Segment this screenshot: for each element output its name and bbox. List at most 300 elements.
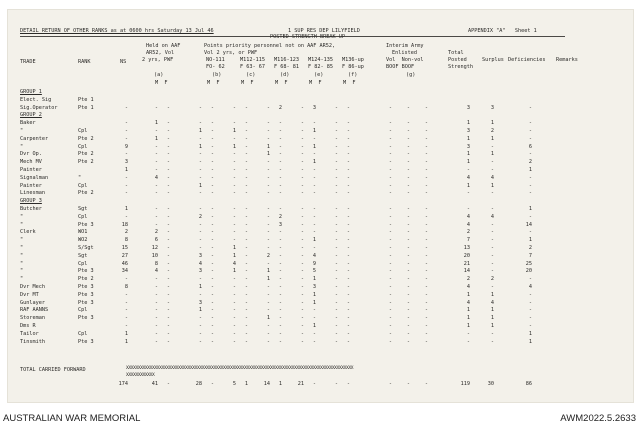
value-cell: - xyxy=(278,237,282,244)
value-cell: 1 xyxy=(312,128,316,134)
value-cell: - xyxy=(490,284,494,290)
value-cell: - xyxy=(406,315,410,322)
trade-cell: Painter xyxy=(20,182,42,189)
value-cell: - xyxy=(278,276,282,283)
value-cell: - xyxy=(406,128,410,134)
value-cell: 1 xyxy=(528,338,532,345)
value-cell: - xyxy=(406,338,410,345)
value-cell: - xyxy=(346,182,350,189)
value-cell: - xyxy=(346,190,350,197)
value-cell: - xyxy=(266,330,270,337)
total-head1: Total xyxy=(448,50,464,56)
value-cell: - xyxy=(334,260,338,267)
value-cell: - xyxy=(278,268,282,275)
value-cell: 1 xyxy=(232,268,236,275)
value-cell: - xyxy=(166,291,170,298)
interim-line3: Vol Non-vol xyxy=(386,57,424,63)
value-cell: - xyxy=(266,245,270,251)
value-cell: - xyxy=(346,213,350,220)
rank-cell: S/Sgt xyxy=(78,245,94,251)
value-cell: - xyxy=(124,291,128,298)
value-cell: - xyxy=(266,260,270,267)
value-cell: - xyxy=(266,229,270,236)
value-cell: - xyxy=(334,307,338,314)
value-cell: - xyxy=(198,338,202,345)
value-cell: - xyxy=(312,213,316,220)
value-cell: 3 xyxy=(198,299,202,306)
value-cell: - xyxy=(266,135,270,142)
value-cell: - xyxy=(528,104,532,111)
value-cell: 1 xyxy=(490,291,494,298)
value-cell: - xyxy=(300,291,304,298)
value-cell: - xyxy=(528,323,532,329)
value-cell: - xyxy=(300,276,304,283)
value-cell: - xyxy=(232,291,236,298)
rank-cell: Cpl xyxy=(78,307,88,314)
col-e-line2: F 82- 85 xyxy=(308,64,333,70)
value-cell: 3 xyxy=(198,252,202,259)
value-cell: - xyxy=(266,221,270,228)
interim-line4: BOOF BOOF xyxy=(386,64,415,70)
value-cell: - xyxy=(312,315,316,322)
value-cell: 1 xyxy=(528,167,532,173)
trade-cell: Tailor xyxy=(20,330,39,337)
value-cell: - xyxy=(406,284,410,290)
value-cell: - xyxy=(490,206,494,212)
trade-head: TRADE xyxy=(20,59,36,65)
value-cell: 1 xyxy=(266,276,270,283)
value-cell: - xyxy=(244,104,248,111)
value-cell: - xyxy=(406,213,410,220)
value-cell: - xyxy=(406,120,410,127)
value-cell: - xyxy=(406,229,410,236)
value-cell: - xyxy=(278,323,282,329)
value-cell: - xyxy=(334,299,338,306)
value-cell: - xyxy=(232,276,236,283)
value-cell: - xyxy=(210,135,214,142)
value-cell: - xyxy=(210,330,214,337)
letter-c: (c) xyxy=(246,72,256,78)
value-cell: 1 xyxy=(198,182,202,189)
mf-b: M F xyxy=(207,80,220,86)
value-cell: - xyxy=(198,229,202,236)
value-cell: 3 xyxy=(312,284,316,290)
value-cell: 8 xyxy=(124,284,128,290)
value-cell: 1 xyxy=(266,315,270,322)
value-cell: - xyxy=(300,190,304,197)
value-cell: - xyxy=(154,284,158,290)
value-cell: - xyxy=(528,120,532,127)
value-cell: 4 xyxy=(198,260,202,267)
trade-cell: Clerk xyxy=(20,229,36,236)
value-cell: 1 xyxy=(124,338,128,345)
value-cell: - xyxy=(424,221,428,228)
value-cell: - xyxy=(210,151,214,158)
value-cell: - xyxy=(346,291,350,298)
value-cell: 14 xyxy=(525,221,532,228)
catalogue-number: AWM2022.5.2633 xyxy=(560,413,636,424)
value-cell: - xyxy=(346,323,350,329)
value-cell: 3 xyxy=(466,143,470,150)
value-cell: - xyxy=(232,338,236,345)
total-value: 1 xyxy=(278,381,282,387)
value-cell: - xyxy=(424,252,428,259)
value-cell: - xyxy=(334,245,338,251)
value-cell: - xyxy=(232,213,236,220)
value-cell: - xyxy=(490,221,494,228)
rank-cell: Cpl xyxy=(78,260,88,267)
appendix-label: APPENDIX "A" Sheet 1 xyxy=(468,28,537,34)
value-cell: - xyxy=(198,245,202,251)
value-cell: - xyxy=(266,190,270,197)
value-cell: 1 xyxy=(490,120,494,127)
value-cell: - xyxy=(266,299,270,306)
value-cell: - xyxy=(346,128,350,134)
value-cell: - xyxy=(490,252,494,259)
value-cell: - xyxy=(466,167,470,173)
value-cell: - xyxy=(210,291,214,298)
value-cell: 4 xyxy=(312,252,316,259)
value-cell: - xyxy=(334,174,338,181)
value-cell: - xyxy=(244,268,248,275)
value-cell: - xyxy=(424,330,428,337)
value-cell: - xyxy=(198,190,202,197)
value-cell: - xyxy=(490,260,494,267)
document-page xyxy=(8,10,633,402)
trade-cell: Storeman xyxy=(20,315,45,322)
value-cell: - xyxy=(166,315,170,322)
value-cell: - xyxy=(166,284,170,290)
value-cell: - xyxy=(210,104,214,111)
value-cell: 15 xyxy=(121,245,128,251)
rank-cell: Cpl xyxy=(78,213,88,220)
value-cell: - xyxy=(232,221,236,228)
value-cell: - xyxy=(278,284,282,290)
value-cell: 1 xyxy=(198,128,202,134)
value-cell: - xyxy=(300,128,304,134)
footer xyxy=(0,409,640,425)
value-cell: - xyxy=(198,291,202,298)
value-cell: - xyxy=(166,135,170,142)
value-cell: - xyxy=(278,315,282,322)
col-a-line3: 2 yrs, PWF xyxy=(142,57,174,63)
value-cell: - xyxy=(346,151,350,158)
value-cell: - xyxy=(198,159,202,166)
value-cell: - xyxy=(406,252,410,259)
value-cell: 1 xyxy=(154,135,158,142)
value-cell: - xyxy=(154,104,158,111)
value-cell: - xyxy=(166,323,170,329)
value-cell: - xyxy=(388,245,392,251)
value-cell: 3 xyxy=(312,104,316,111)
trade-cell: " xyxy=(20,252,24,259)
value-cell: - xyxy=(388,323,392,329)
value-cell: - xyxy=(198,221,202,228)
trade-cell: " xyxy=(20,245,24,251)
value-cell: - xyxy=(388,307,392,314)
value-cell: - xyxy=(312,190,316,197)
value-cell: - xyxy=(244,245,248,251)
value-cell: - xyxy=(244,174,248,181)
value-cell: - xyxy=(346,307,350,314)
value-cell: 4 xyxy=(154,268,158,275)
value-cell: 1 xyxy=(312,323,316,329)
value-cell: 1 xyxy=(528,206,532,212)
value-cell: - xyxy=(232,206,236,212)
value-cell: - xyxy=(244,151,248,158)
total-value: 5 xyxy=(232,381,236,387)
value-cell: - xyxy=(266,159,270,166)
value-cell: - xyxy=(406,299,410,306)
value-cell: - xyxy=(232,284,236,290)
value-cell: - xyxy=(166,276,170,283)
value-cell: - xyxy=(198,151,202,158)
value-cell: - xyxy=(232,182,236,189)
value-cell: - xyxy=(154,315,158,322)
value-cell: - xyxy=(166,213,170,220)
value-cell: - xyxy=(166,268,170,275)
value-cell: 2 xyxy=(154,229,158,236)
value-cell: 4 xyxy=(490,174,494,181)
rank-cell: WO1 xyxy=(78,229,88,236)
value-cell: - xyxy=(232,315,236,322)
value-cell: - xyxy=(346,338,350,345)
total-value: - xyxy=(210,381,214,387)
value-cell: - xyxy=(334,167,338,173)
value-cell: - xyxy=(210,284,214,290)
rank-cell: WO2 xyxy=(78,237,88,244)
value-cell: 14 xyxy=(463,268,470,275)
total-value: 1 xyxy=(244,381,248,387)
value-cell: - xyxy=(424,276,428,283)
value-cell: 4 xyxy=(490,299,494,306)
value-cell: 1 xyxy=(466,151,470,158)
value-cell: - xyxy=(266,104,270,111)
value-cell: - xyxy=(278,307,282,314)
value-cell: - xyxy=(334,284,338,290)
value-cell: 5 xyxy=(312,268,316,275)
value-cell: - xyxy=(424,151,428,158)
value-cell: - xyxy=(406,174,410,181)
value-cell: - xyxy=(278,190,282,197)
value-cell: - xyxy=(388,221,392,228)
value-cell: 1 xyxy=(466,307,470,314)
value-cell: - xyxy=(346,252,350,259)
total-value: 174 xyxy=(118,381,128,387)
value-cell: - xyxy=(154,206,158,212)
value-cell: 1 xyxy=(466,323,470,329)
value-cell: - xyxy=(334,206,338,212)
value-cell: - xyxy=(154,167,158,173)
value-cell: - xyxy=(166,237,170,244)
value-cell: - xyxy=(334,159,338,166)
value-cell: - xyxy=(154,291,158,298)
total-label: TOTAL CARRIED FORWARD xyxy=(20,367,86,373)
col-d-line2: F 68- 81 xyxy=(274,64,299,70)
col-b-line2: FO- 62 xyxy=(206,64,225,70)
return-title: DETAIL RETURN OF OTHER RANKS as at 0600 hrs Saturday 13 Jul 46 xyxy=(20,28,214,34)
value-cell: - xyxy=(166,252,170,259)
value-cell: - xyxy=(346,135,350,142)
rank-cell: Cpl xyxy=(78,330,88,337)
value-cell: - xyxy=(124,276,128,283)
value-cell: - xyxy=(334,135,338,142)
value-cell: - xyxy=(490,167,494,173)
value-cell: - xyxy=(266,213,270,220)
mf-d: M F xyxy=(275,80,288,86)
value-cell: - xyxy=(300,167,304,173)
value-cell: - xyxy=(312,120,316,127)
value-cell: - xyxy=(406,307,410,314)
value-cell: - xyxy=(154,151,158,158)
value-cell: 1 xyxy=(266,268,270,275)
value-cell: - xyxy=(528,229,532,236)
value-cell: - xyxy=(388,143,392,150)
value-cell: - xyxy=(466,190,470,197)
value-cell: - xyxy=(334,104,338,111)
value-cell: - xyxy=(166,245,170,251)
trade-cell: " xyxy=(20,260,24,267)
value-cell: - xyxy=(388,128,392,134)
value-cell: - xyxy=(388,190,392,197)
value-cell: - xyxy=(466,330,470,337)
value-cell: 2 xyxy=(490,276,494,283)
value-cell: - xyxy=(406,104,410,111)
value-cell: - xyxy=(346,229,350,236)
value-cell: - xyxy=(406,260,410,267)
value-cell: - xyxy=(388,252,392,259)
value-cell: 2 xyxy=(466,229,470,236)
value-cell: 20 xyxy=(463,252,470,259)
value-cell: 4 xyxy=(490,213,494,220)
value-cell: - xyxy=(300,120,304,127)
value-cell: - xyxy=(210,128,214,134)
value-cell: - xyxy=(210,206,214,212)
rank-cell: Pte 3 xyxy=(78,284,94,290)
value-cell: - xyxy=(300,260,304,267)
value-cell: 13 xyxy=(463,245,470,251)
value-cell: - xyxy=(490,268,494,275)
col-c-line1: M112-115 xyxy=(240,57,265,63)
value-cell: 1 xyxy=(528,237,532,244)
col-d-line1: M116-123 xyxy=(274,57,299,63)
trade-cell: " xyxy=(20,213,24,220)
value-cell: - xyxy=(244,299,248,306)
value-cell: 4 xyxy=(466,213,470,220)
value-cell: 2 xyxy=(528,159,532,166)
trade-cell: Tinsmith xyxy=(20,338,45,345)
value-cell: 2 xyxy=(124,229,128,236)
value-cell: 1 xyxy=(312,143,316,150)
value-cell: - xyxy=(210,174,214,181)
value-cell: - xyxy=(244,221,248,228)
value-cell: - xyxy=(528,190,532,197)
value-cell: 1 xyxy=(312,237,316,244)
value-cell: - xyxy=(166,229,170,236)
value-cell: - xyxy=(300,104,304,111)
value-cell: - xyxy=(210,213,214,220)
value-cell: - xyxy=(124,151,128,158)
value-cell: - xyxy=(528,307,532,314)
value-cell: - xyxy=(198,104,202,111)
value-cell: - xyxy=(198,167,202,173)
trade-cell: Sig.Operator xyxy=(20,104,58,111)
value-cell: 4 xyxy=(232,260,236,267)
value-cell: - xyxy=(346,237,350,244)
rank-cell: Pte 1 xyxy=(78,104,94,111)
value-cell: 1 xyxy=(312,299,316,306)
value-cell: 7 xyxy=(528,252,532,259)
value-cell: - xyxy=(334,120,338,127)
value-cell: - xyxy=(406,135,410,142)
value-cell: 27 xyxy=(121,252,128,259)
value-cell: - xyxy=(124,213,128,220)
value-cell: - xyxy=(346,260,350,267)
value-cell: 1 xyxy=(490,182,494,189)
value-cell: - xyxy=(346,159,350,166)
value-cell: - xyxy=(266,167,270,173)
value-cell: - xyxy=(312,182,316,189)
value-cell: - xyxy=(312,151,316,158)
value-cell: - xyxy=(388,159,392,166)
value-cell: - xyxy=(210,190,214,197)
value-cell: 2 xyxy=(528,245,532,251)
value-cell: - xyxy=(406,268,410,275)
value-cell: - xyxy=(198,323,202,329)
value-cell: - xyxy=(154,213,158,220)
value-cell: - xyxy=(334,128,338,134)
value-cell: - xyxy=(232,104,236,111)
value-cell: 1 xyxy=(466,159,470,166)
value-cell: - xyxy=(124,128,128,134)
rank-cell: Cpl xyxy=(78,128,88,134)
value-cell: 1 xyxy=(198,143,202,150)
total-head3: Strength xyxy=(448,64,473,70)
value-cell: - xyxy=(244,338,248,345)
value-cell: - xyxy=(300,315,304,322)
value-cell: - xyxy=(244,315,248,322)
value-cell: - xyxy=(388,330,392,337)
ns-head: NS xyxy=(120,59,127,65)
value-cell: - xyxy=(490,229,494,236)
value-cell: - xyxy=(244,135,248,142)
col-a-line1: Held on AAF xyxy=(146,43,181,49)
value-cell: - xyxy=(312,221,316,228)
value-cell: 9 xyxy=(124,143,128,150)
value-cell: - xyxy=(210,315,214,322)
value-cell: 21 xyxy=(463,260,470,267)
value-cell: 1 xyxy=(490,151,494,158)
value-cell: - xyxy=(124,190,128,197)
value-cell: 1 xyxy=(312,291,316,298)
value-cell: - xyxy=(278,245,282,251)
value-cell: 3 xyxy=(466,104,470,111)
rank-cell: Pte 3 xyxy=(78,299,94,306)
value-cell: - xyxy=(210,120,214,127)
deficiencies-head: Deficiencies xyxy=(508,57,546,63)
value-cell: - xyxy=(388,260,392,267)
total-value: 86 xyxy=(525,381,532,387)
unit-name: 1 SUP RES DEP LILYFIELD xyxy=(288,28,360,34)
value-cell: 1 xyxy=(232,245,236,251)
value-cell: - xyxy=(406,182,410,189)
value-cell: 4 xyxy=(466,299,470,306)
value-cell: - xyxy=(278,128,282,134)
value-cell: - xyxy=(334,330,338,337)
value-cell: - xyxy=(334,182,338,189)
value-cell: - xyxy=(406,190,410,197)
value-cell: - xyxy=(424,120,428,127)
